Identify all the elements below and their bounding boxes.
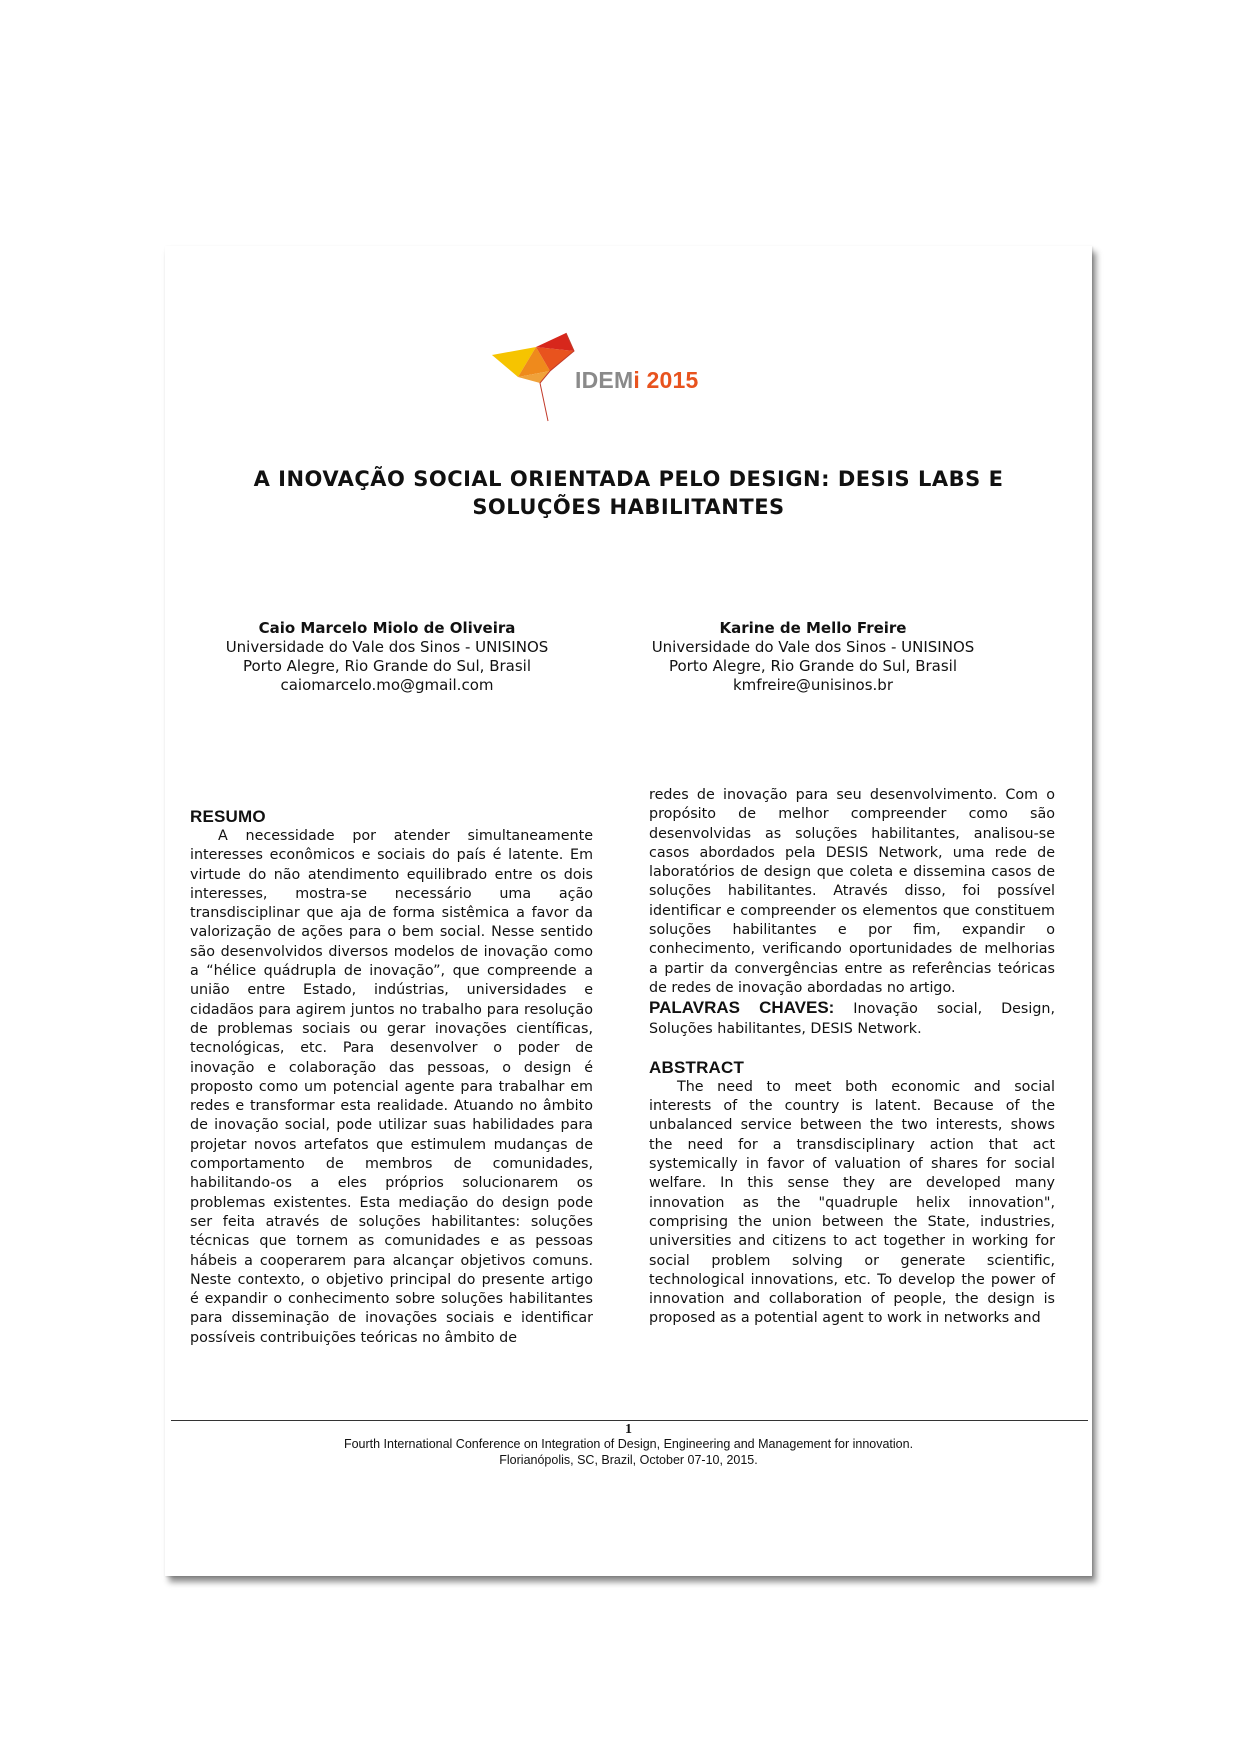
logo-text-idem: IDEM [575, 367, 634, 393]
resumo-continuation: redes de inovação para seu desenvolvimento. Com o propósito de melhor compreender como são desenvolvidas as soluções habilitantes, analisou-se casos abordados pela DESIS Network, uma rede de laboratórios de design que coleta e dissemina casos de soluções habilitantes. Através disso, foi possível identificar e compreender os elementos que constituem soluções habilitantes e por fim, expandir o conhecimento, verificando oportunidades de melhorias a partir da convergências entre as referências teóricas de redes de inovação abordadas no artigo. [649, 787, 1055, 996]
keywords-paragraph [649, 998, 1055, 1039]
author-email: caiomarcelo.mo@gmail.com [280, 676, 494, 694]
author-name: Karine de Mello Freire [719, 619, 907, 637]
page-number: 1 [625, 1422, 632, 1437]
abstract-text: The need to meet both economic and social interests of the country is latent. Because of the unbalanced service between the two interests, shows the need for a transdisciplinary action that act systemically in favor of valuation of shares for social welfare. In this sense they are developed many innovation as the "quadruple helix innovation", comprising the union between the State, industries, universities and citizens to act together in working for social problem solving or generate scientific, technological innovations, etc. To develop the power of innovation and collaboration of people, the design is proposed as a potential agent to work in networks and [649, 1078, 1055, 1327]
resumo-text: A necessidade por atender simultaneamente interesses econômicos e sociais do país é latente. Em virtude do não atendimento equilibrado entre os dois interesses, mostra-se necessário uma ação transdisciplinar que aja de forma sistêmica a favor da valorização de ações para o bem social. Nesse sentido são desenvolvidos diversos modelos de inovação como a “hélice quádrupla de inovação”, que compreende a união entre Estado, indústrias, universidades e cidadãos para agirem juntos no trabalho para resolução de problemas sociais ou gerar inovações científicas, tecnológicas, etc. Para desenvolver o poder de inovação e colaboração das pessoas, o design é proposto como um potencial agente para trabalhar em redes e transformar esta realidade. Atuando no âmbito de inovação social, pode utilizar suas habilidades para projetar novos artefatos que estimulem mudanças de comportamento de membros de comunidades, habilitando-os a eles próprios solucionarem os problemas existentes. Esta mediação do design pode ser feita através de soluções habilitantes: soluções técnicas que tornem as comunidades e as pessoas hábeis a cooperarem para alcançar objetivos comuns. Neste contexto, o objetivo principal do presente artigo é expandir o conhecimento sobre soluções habilitantes para disseminação de inovações sociais e identificar possíveis contribuições teóricas no âmbito de [190, 828, 593, 1346]
keywords-text: Inovação social, Design, Soluções habilitantes, DESIS Network. [649, 1001, 1055, 1037]
author-location: Porto Alegre, Rio Grande do Sul, Brasil [668, 657, 957, 675]
left-column [190, 807, 593, 1348]
author-block [613, 619, 1013, 695]
abstract-heading: ABSTRACT [649, 1057, 745, 1077]
page-footer [165, 1422, 1092, 1468]
footer-conference: Fourth International Conference on Integration of Design, Engineering and Management for innovation. [343, 1437, 914, 1451]
author-location: Porto Alegre, Rio Grande do Sul, Brasil [242, 657, 531, 675]
paper-title: A INOVAÇÃO SOCIAL ORIENTADA PELO DESIGN: DESIS LABS E SOLUÇÕES HABILITANTES [253, 467, 1004, 519]
footer-divider [171, 1420, 1088, 1421]
conference-logo [492, 327, 712, 427]
author-block [187, 619, 587, 695]
logo-text-year: i 2015 [633, 367, 699, 393]
author-affiliation: Universidade do Vale dos Sinos - UNISINOS [651, 638, 975, 656]
right-column [649, 786, 1055, 1329]
resumo-heading: RESUMO [190, 807, 266, 826]
logo-text [575, 367, 698, 394]
author-email: kmfreire@unisinos.br [733, 676, 893, 694]
author-affiliation: Universidade do Vale dos Sinos - UNISINOS [225, 638, 549, 656]
author-name: Caio Marcelo Miolo de Oliveira [258, 619, 516, 637]
footer-location-date: Florianópolis, SC, Brazil, October 07-10, 2015. [499, 1452, 758, 1467]
keywords-heading: PALAVRAS CHAVES: [649, 998, 835, 1018]
paper-page [165, 246, 1092, 1576]
